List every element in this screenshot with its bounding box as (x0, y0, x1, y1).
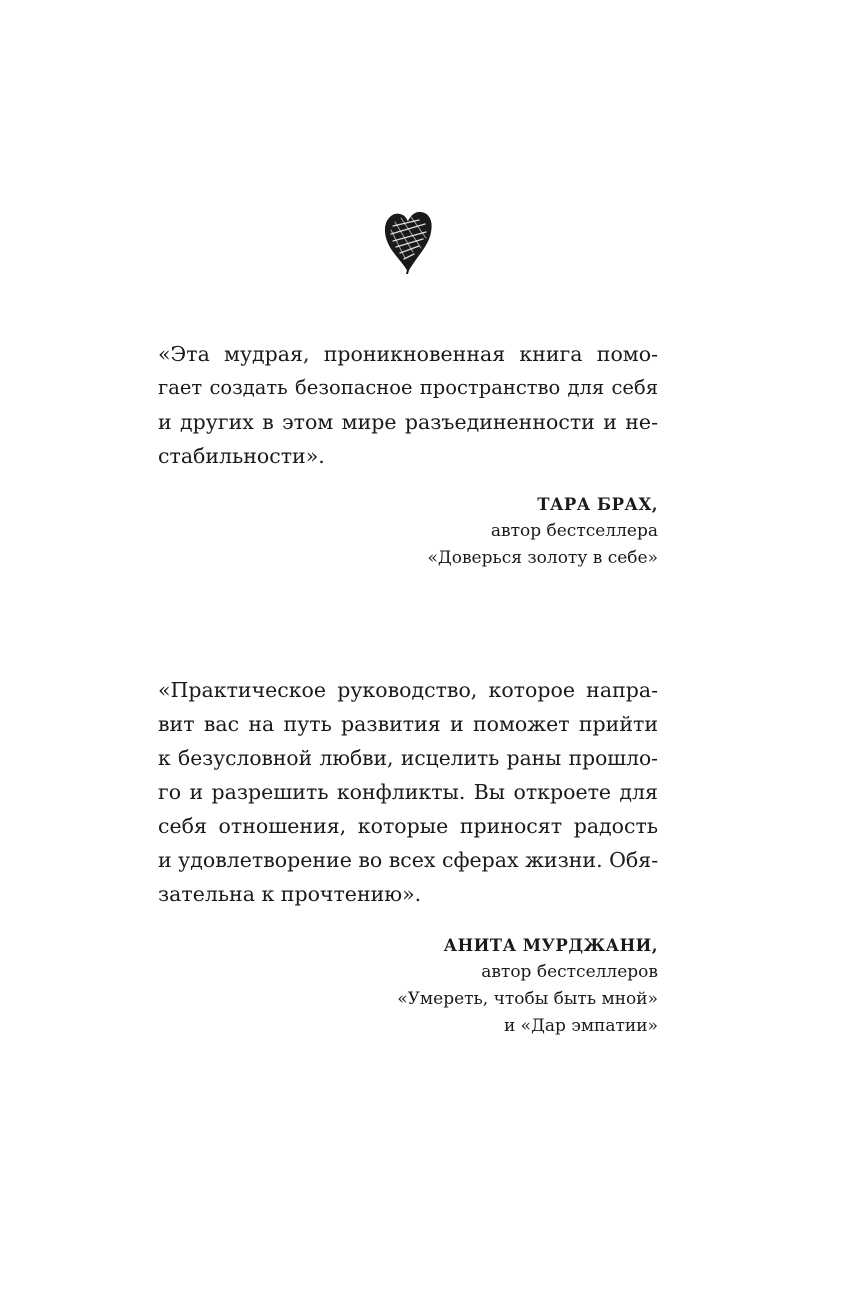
quote-2-line: себя отношения, которые приносят радость (158, 814, 658, 838)
quote-2-line: «Практическое руководство, которое напра- (158, 678, 658, 702)
quote-2-credit-line: и «Дар эмпатии» (503, 1016, 658, 1036)
quote-2-line: зательна к прочтению». (158, 882, 422, 906)
quote-2-line: вит вас на путь развития и поможет прийти (158, 712, 658, 736)
quote-2-credit-line: автор бестселлеров (481, 962, 658, 982)
scribbled-heart-icon (383, 208, 433, 274)
quote-1-author: ТАРА БРАХ, (537, 495, 658, 514)
quote-1-credit-line: «Доверься золоту в себе» (427, 548, 658, 568)
quote-1-line: стабильности». (158, 444, 325, 468)
quote-2-line: и удовлетворение во всех сферах жизни. Обя- (158, 848, 659, 872)
quote-1-attribution (428, 491, 658, 572)
quote-2-credit-line: «Умереть, чтобы быть мной» (397, 989, 658, 1009)
quote-2-text (158, 673, 658, 911)
quote-1-line: и других в этом мире разъединенности и не- (158, 410, 658, 434)
quote-1-credit-line: автор бестселлера (490, 521, 658, 541)
quote-2-attribution (397, 932, 658, 1040)
quote-1-line: гает создать безопасное пространство для себя (158, 376, 658, 399)
quote-1-line: «Эта мудрая, проникновенная книга помо- (158, 342, 658, 366)
quote-2-line: го и разрешить конфликты. Вы откроете для (158, 780, 658, 804)
quote-2-line: к безусловной любви, исцелить раны прошло- (158, 746, 658, 770)
quote-2-author: АНИТА МУРДЖАНИ, (443, 936, 658, 955)
quote-1-text (158, 337, 658, 473)
